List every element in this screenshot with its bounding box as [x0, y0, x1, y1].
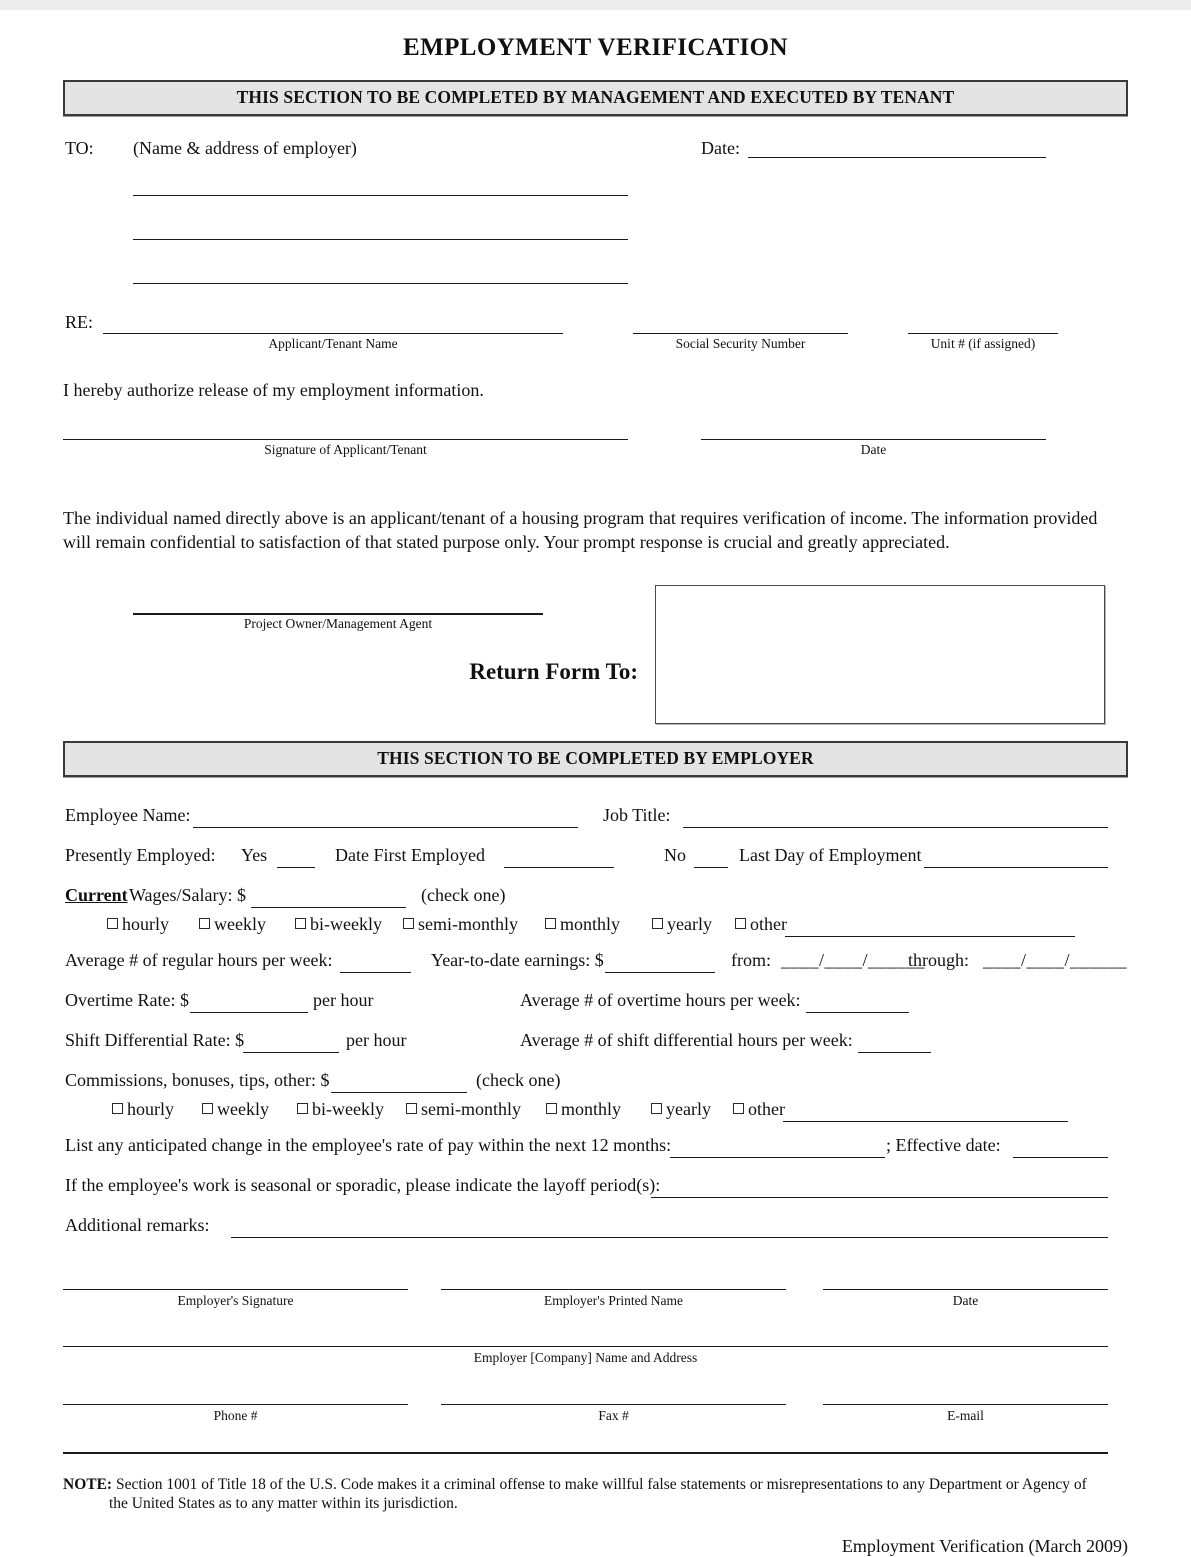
- phone-field[interactable]: [63, 1404, 408, 1405]
- employer-address-line-2[interactable]: [133, 239, 628, 240]
- wage-freq-monthly-label: monthly: [560, 913, 621, 934]
- fax-caption: Fax #: [598, 1407, 629, 1423]
- comm-freq-weekly[interactable]: [202, 1099, 269, 1120]
- section-header-management: THIS SECTION TO BE COMPLETED BY MANAGEMENT AND EXECUTED BY TENANT: [63, 80, 1128, 116]
- ytd-from-date-field[interactable]: ____/____/______: [781, 949, 926, 970]
- applicant-signature-field[interactable]: [63, 439, 628, 440]
- checkbox-icon[interactable]: [199, 918, 210, 929]
- commissions-field[interactable]: [331, 1092, 467, 1093]
- overtime-per-hour-label: per hour: [313, 989, 374, 1010]
- row-employee-name: [63, 805, 1128, 845]
- comm-freq-other[interactable]: [733, 1099, 785, 1120]
- employer-date-caption: Date: [952, 1292, 979, 1308]
- overtime-rate-label: Overtime Rate: $: [65, 989, 189, 1010]
- comm-freq-other-label: other: [748, 1098, 785, 1119]
- applicant-signature-caption: Signature of Applicant/Tenant: [264, 442, 427, 457]
- employer-signature-block: [63, 1289, 1128, 1461]
- wage-freq-hourly-label: hourly: [122, 913, 169, 934]
- comm-freq-monthly-label: monthly: [561, 1098, 622, 1119]
- owner-return-block: [63, 585, 1128, 735]
- return-address-box[interactable]: [655, 585, 1105, 724]
- no-field[interactable]: [694, 867, 728, 868]
- employer-signature-field[interactable]: [63, 1289, 408, 1290]
- ytd-through-date-field[interactable]: ____/____/______: [983, 949, 1128, 970]
- email-caption: E-mail: [947, 1407, 984, 1423]
- section-header-employer: THIS SECTION TO BE COMPLETED BY EMPLOYER: [63, 741, 1128, 777]
- wage-freq-biweekly-label: bi-weekly: [310, 913, 382, 934]
- employer-address-line-1[interactable]: [133, 195, 628, 196]
- checkbox-icon[interactable]: [107, 918, 118, 929]
- shift-diff-rate-label: Shift Differential Rate: $: [65, 1029, 245, 1050]
- current-word-label: Current: [65, 884, 128, 905]
- comm-freq-monthly[interactable]: [546, 1099, 621, 1120]
- commissions-check-one-label: (check one): [476, 1069, 561, 1090]
- ytd-earnings-label: Year-to-date earnings: $: [431, 949, 604, 970]
- commissions-label: Commissions, bonuses, tips, other: $: [65, 1069, 330, 1090]
- date-field[interactable]: [748, 157, 1046, 158]
- comm-freq-biweekly-label: bi-weekly: [312, 1098, 384, 1119]
- ytd-earnings-field[interactable]: [605, 972, 715, 973]
- wage-freq-semimonthly[interactable]: [403, 914, 518, 935]
- wages-salary-label: Wages/Salary: $: [129, 884, 247, 905]
- footer-divider: [63, 1452, 1108, 1454]
- effective-date-field[interactable]: [1013, 1157, 1108, 1158]
- document-footer-version: Employment Verification (March 2009): [841, 1536, 1128, 1557]
- to-label: TO:: [65, 138, 94, 158]
- legal-note: [63, 1475, 1128, 1515]
- wage-freq-weekly[interactable]: [199, 914, 266, 935]
- checkbox-icon[interactable]: [651, 1103, 662, 1114]
- comm-freq-yearly-label: yearly: [666, 1098, 711, 1119]
- applicant-signature-date-caption: Date: [860, 442, 887, 457]
- email-field[interactable]: [823, 1404, 1108, 1405]
- comm-freq-hourly-label: hourly: [127, 1098, 174, 1119]
- checkbox-icon[interactable]: [406, 1103, 417, 1114]
- row-avg-hours-ytd: [63, 950, 1128, 990]
- anticipated-change-field[interactable]: [670, 1157, 885, 1158]
- checkbox-icon[interactable]: [295, 918, 306, 929]
- anticipated-change-label: List any anticipated change in the employee's rate of pay within the next 12 months:: [65, 1134, 672, 1155]
- row-presently-employed: [63, 845, 1128, 885]
- comm-freq-biweekly[interactable]: [297, 1099, 384, 1120]
- unit-number-caption: Unit # (if assigned): [930, 336, 1036, 351]
- re-label: RE:: [65, 312, 94, 332]
- note-prefix: NOTE:: [63, 1475, 113, 1493]
- project-owner-agent-caption: Project Owner/Management Agent: [243, 615, 433, 631]
- layoff-periods-field[interactable]: [651, 1197, 1108, 1198]
- row-commissions: [63, 1070, 1128, 1095]
- additional-remarks-label: Additional remarks:: [65, 1214, 210, 1235]
- note-line-2: the United States as to any matter within its jurisdiction.: [109, 1495, 458, 1513]
- checkbox-icon[interactable]: [545, 918, 556, 929]
- checkbox-icon[interactable]: [403, 918, 414, 929]
- employee-name-label: Employee Name:: [65, 804, 191, 825]
- yes-label: Yes: [241, 844, 268, 865]
- comm-freq-weekly-label: weekly: [217, 1098, 269, 1119]
- date-label: Date:: [701, 138, 740, 158]
- wage-freq-yearly[interactable]: [652, 914, 712, 935]
- re-block: [63, 312, 1128, 364]
- checkbox-icon[interactable]: [733, 1103, 744, 1114]
- wage-freq-yearly-label: yearly: [667, 913, 712, 934]
- page-title: EMPLOYMENT VERIFICATION: [403, 34, 788, 61]
- ssn-caption: Social Security Number: [675, 336, 806, 351]
- return-form-to-label: Return Form To:: [469, 658, 638, 684]
- wage-freq-hourly[interactable]: [107, 914, 169, 935]
- additional-remarks-field[interactable]: [231, 1237, 1108, 1238]
- checkbox-icon[interactable]: [546, 1103, 557, 1114]
- overtime-rate-field[interactable]: [190, 1012, 308, 1013]
- comm-freq-other-field[interactable]: [783, 1121, 1068, 1122]
- avg-regular-hours-label: Average # of regular hours per week:: [65, 949, 333, 970]
- row-commission-frequency: [63, 1095, 1128, 1135]
- avg-overtime-hours-field[interactable]: [806, 1012, 909, 1013]
- shift-diff-per-hour-label: per hour: [346, 1029, 407, 1050]
- yes-field[interactable]: [277, 867, 315, 868]
- to-address-block: [63, 138, 1128, 308]
- avg-overtime-hours-label: Average # of overtime hours per week:: [520, 989, 801, 1010]
- avg-shift-diff-hours-label: Average # of shift differential hours per week:: [520, 1029, 853, 1050]
- wage-freq-other[interactable]: [735, 914, 787, 935]
- row-additional-remarks: [63, 1215, 1128, 1255]
- comm-freq-semimonthly[interactable]: [406, 1099, 521, 1120]
- note-line-1: Section 1001 of Title 18 of the U.S. Code makes it a criminal offense to make willful false statements or misrepresentations to any Department or Agency of: [115, 1475, 1087, 1493]
- page-top-strip: [0, 0, 1191, 10]
- confidentiality-paragraph: The individual named directly above is an applicant/tenant of a housing program that requires verification of income. The information provided will remain confidential to satisfaction of that stated purpose only. Your prompt response is crucial and greatly appreciated.: [63, 508, 1098, 552]
- ytd-from-label: from:: [731, 949, 771, 970]
- wage-freq-monthly[interactable]: [545, 914, 620, 935]
- fax-field[interactable]: [441, 1404, 786, 1405]
- ytd-through-label: through:: [908, 949, 969, 970]
- avg-shift-diff-hours-field[interactable]: [858, 1052, 931, 1053]
- employer-signature-caption: Employer's Signature: [177, 1292, 294, 1308]
- wage-freq-biweekly[interactable]: [295, 914, 382, 935]
- applicant-signature-block: [63, 439, 1128, 493]
- avg-regular-hours-field[interactable]: [340, 972, 411, 973]
- employee-name-field[interactable]: [193, 827, 578, 828]
- row-shift-differential: [63, 1030, 1128, 1070]
- wage-freq-semimonthly-label: semi-monthly: [418, 913, 518, 934]
- job-title-field[interactable]: [683, 827, 1108, 828]
- wages-check-one-label: (check one): [421, 884, 506, 905]
- job-title-label: Job Title:: [603, 804, 671, 825]
- row-wage-frequency: [63, 910, 1128, 950]
- seasonal-label: If the employee's work is seasonal or sporadic, please indicate the layoff period(s):: [65, 1174, 661, 1195]
- row-anticipated-change: [63, 1135, 1128, 1175]
- employer-date-field[interactable]: [823, 1289, 1108, 1290]
- row-current-wages: [63, 885, 1128, 910]
- checkbox-icon[interactable]: [297, 1103, 308, 1114]
- comm-freq-semimonthly-label: semi-monthly: [421, 1098, 521, 1119]
- authorization-text: I hereby authorize release of my employment information.: [63, 380, 484, 400]
- effective-date-label: ; Effective date:: [886, 1134, 1001, 1155]
- wage-freq-other-label: other: [750, 913, 787, 934]
- checkbox-icon[interactable]: [112, 1103, 123, 1114]
- comm-freq-yearly[interactable]: [651, 1099, 711, 1120]
- no-label: No: [664, 844, 686, 865]
- wage-freq-weekly-label: weekly: [214, 913, 266, 934]
- comm-freq-hourly[interactable]: [112, 1099, 174, 1120]
- checkbox-icon[interactable]: [652, 918, 663, 929]
- applicant-tenant-name-field[interactable]: [103, 333, 563, 334]
- checkbox-icon[interactable]: [202, 1103, 213, 1114]
- phone-caption: Phone #: [213, 1407, 258, 1423]
- company-name-address-field[interactable]: [63, 1346, 1108, 1347]
- date-first-employed-field[interactable]: [504, 867, 614, 868]
- employer-printed-name-field[interactable]: [441, 1289, 786, 1290]
- employer-printed-name-caption: Employer's Printed Name: [544, 1292, 683, 1308]
- shift-diff-rate-field[interactable]: [243, 1052, 339, 1053]
- company-name-address-caption: Employer [Company] Name and Address: [473, 1349, 698, 1365]
- presently-employed-label: Presently Employed:: [65, 844, 216, 865]
- to-hint-label: (Name & address of employer): [133, 138, 357, 158]
- employer-address-line-3[interactable]: [133, 283, 628, 284]
- applicant-tenant-name-caption: Applicant/Tenant Name: [268, 336, 398, 351]
- employer-fields: [63, 805, 1128, 1255]
- unit-number-field[interactable]: [908, 333, 1058, 334]
- last-day-label: Last Day of Employment: [739, 844, 922, 865]
- date-first-employed-label: Date First Employed: [335, 844, 485, 865]
- checkbox-icon[interactable]: [735, 918, 746, 929]
- last-day-field[interactable]: [924, 867, 1108, 868]
- row-overtime: [63, 990, 1128, 1030]
- ssn-field[interactable]: [633, 333, 848, 334]
- row-seasonal: [63, 1175, 1128, 1215]
- wage-freq-other-field[interactable]: [785, 936, 1075, 937]
- current-wages-field[interactable]: [251, 907, 406, 908]
- document-page: [0, 10, 1191, 1557]
- applicant-signature-date-field[interactable]: [701, 439, 1046, 440]
